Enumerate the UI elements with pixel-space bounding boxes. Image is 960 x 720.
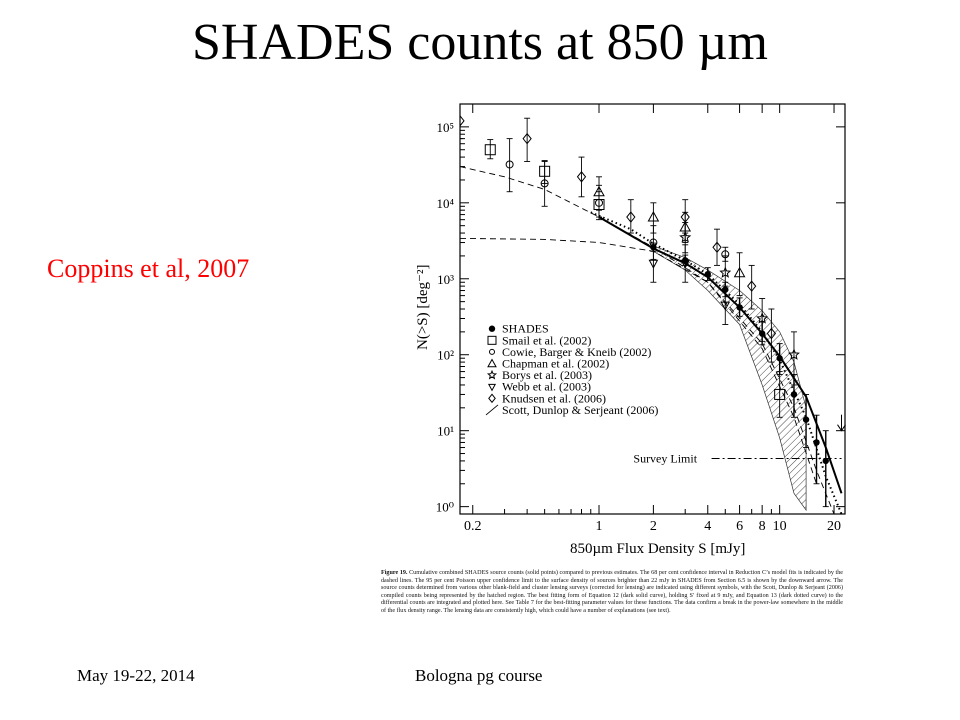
caption-head: Figure 19. (381, 570, 408, 576)
survey-limit-label: Survey Limit (633, 451, 698, 466)
shades-counts-chart (400, 92, 860, 562)
circle-marker (490, 349, 495, 354)
x-tick-label: 8 (758, 519, 766, 534)
y-tick-label: 10³ (437, 271, 454, 287)
legend-entry: SHADES (502, 321, 549, 336)
figure-caption (381, 570, 843, 616)
slide-title: SHADES counts at 850 µm (192, 14, 768, 71)
y-tick-label: 10⁰ (435, 499, 454, 515)
legend-entry: Smail et al. (2002) (502, 333, 592, 348)
x-tick-label: 1 (595, 519, 603, 534)
legend-entry: Borys et al. (2003) (502, 368, 592, 383)
y-axis-label: N(>S) [deg⁻²] (415, 264, 431, 350)
x-tick-label: 10 (772, 519, 787, 534)
legend-entry: Knudsen et al. (2006) (502, 391, 606, 406)
y-tick-label: 10⁴ (436, 195, 454, 211)
x-tick-label: 2 (649, 519, 657, 534)
y-tick-label: 10² (437, 347, 454, 363)
line-marker (486, 405, 498, 415)
x-tick-label: 20 (827, 519, 842, 534)
footer-date: May 19-22, 2014 (77, 666, 195, 685)
x-tick-label: 6 (736, 519, 744, 534)
shades-point (813, 439, 819, 445)
x-tick-label: 0.2 (463, 519, 482, 534)
axis-ticks (436, 104, 845, 534)
x-axis-label: 850µm Flux Density S [mJy] (570, 541, 746, 557)
shades-point (803, 416, 809, 422)
star-marker (488, 371, 496, 378)
triangle-marker (488, 360, 496, 367)
y-tick-label: 10¹ (437, 423, 454, 439)
caption-text: Cumulative combined SHADES source counts (solid points) compared to previous estimates. The 68 per cent confidence interval in Reduction C’s model fits is indicated by the dashed lines. The 95 per cent Poisson upper confidence limit to the surface density of sources brighter than 22 mJy in SHADES from Section 6.5 is shown by the downward arrow. The source counts determined from various other blank-field and cluster lensing surveys (corrected for lensing) are indicated using different symbols, with the Scott, Dunlop & Serjeant (2006) compiled counts being represented by the hatched region. The best fitting form of Equation 12 (dark solid curve), holding S′ fixed at 9 mJy, and Equation 13 (dark dotted curve) to the differential counts are integrated and plotted here. See Table 7 for the best-fitting parameter values for these functions. The data confirm a break in the power-law somewhere in the middle of the flux density range. The lensing data are consistently high, which could have a number of explanations (see text). (381, 570, 844, 614)
citation: Coppins et al, 2007 (47, 254, 250, 283)
legend-entry: Scott, Dunlop & Serjeant (2006) (502, 402, 659, 417)
legend-entry: Webb et al. (2003) (502, 379, 592, 394)
shades-point (489, 326, 495, 332)
shades-point (791, 391, 797, 397)
y-tick-label: 10⁵ (436, 119, 454, 135)
legend (486, 322, 658, 417)
down-triangle-marker (489, 384, 495, 390)
legend-entry: Chapman et al. (2002) (502, 356, 610, 371)
diamond-marker (489, 394, 495, 402)
legend-entry: Cowie, Barger & Kneib (2002) (502, 344, 652, 359)
x-tick-label: 4 (704, 519, 712, 534)
hatched-region (653, 246, 806, 510)
shades-point (705, 271, 711, 277)
shades-point (776, 355, 782, 361)
shades-point (736, 304, 742, 310)
data-points (456, 104, 829, 507)
square-marker (488, 336, 496, 344)
annotations (633, 415, 845, 466)
footer-course: Bologna pg course (415, 666, 543, 685)
